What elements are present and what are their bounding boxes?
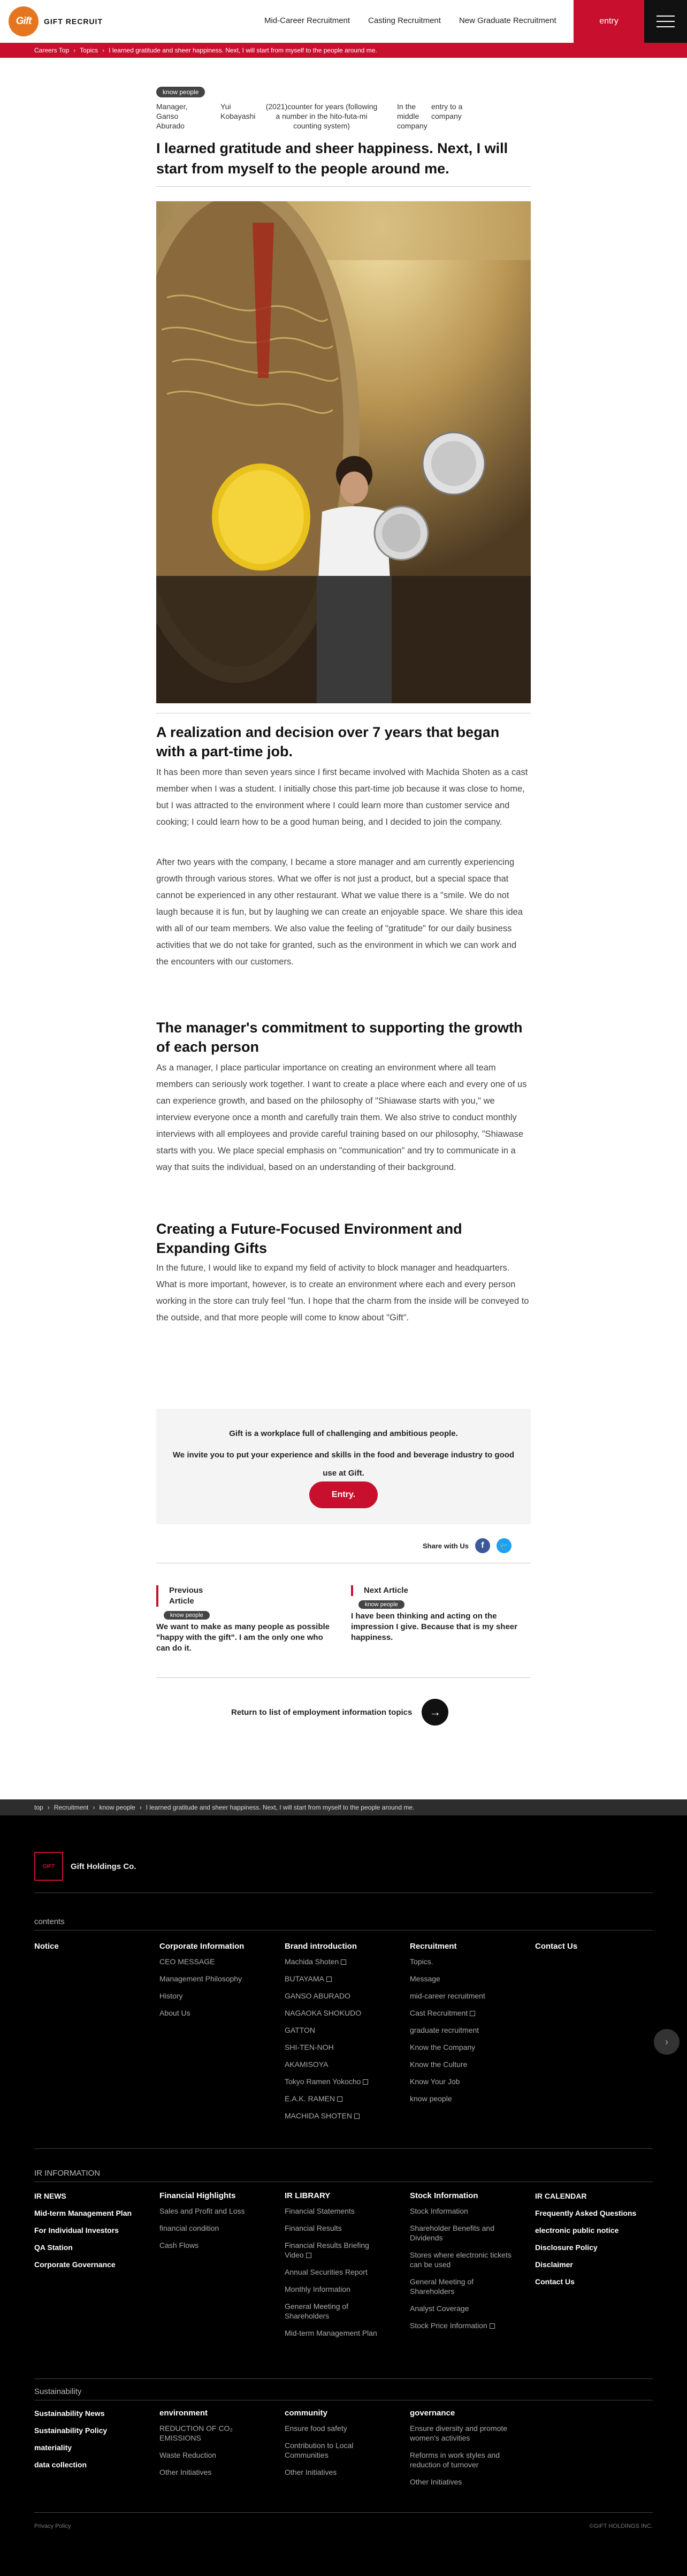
footer-col-notice: [34, 1942, 59, 1957]
footer-link[interactable]: IR CALENDAR: [535, 2192, 587, 2200]
footer-link[interactable]: Analyst Coverage: [410, 2304, 469, 2313]
footer-link[interactable]: Reforms in work styles and reduction of turnover: [410, 2451, 500, 2469]
nav-casting[interactable]: Casting Recruitment: [368, 16, 441, 25]
main-nav: [264, 16, 556, 25]
footer-link[interactable]: Stores where electronic tickets can be used: [410, 2251, 512, 2269]
section-3-paragraph-1: In the future, I would like to expand my field of activity to block manager and headquarters. What is more important, however, is to create an environment where each and every person working in the store can truly feel "fun. I hope that the charm from the inside will be conveyed to the outside, and that more people will come to know about "Gift".: [156, 1263, 529, 1323]
footer-link[interactable]: Disclosure Policy: [535, 2243, 598, 2252]
sustainability-heading: Sustainability: [34, 2387, 82, 2396]
footer-link[interactable]: Contact Us: [535, 2277, 575, 2286]
facebook-icon[interactable]: f: [475, 1538, 490, 1553]
footer-link[interactable]: Financial Statements: [285, 2207, 355, 2215]
previous-article[interactable]: [156, 1585, 333, 1654]
external-link-icon: [363, 2079, 368, 2085]
footer-link[interactable]: Corporate Governance: [34, 2260, 116, 2269]
gift-logo-icon: GIFT: [34, 1852, 63, 1881]
meta-entry: entry to a company: [431, 102, 463, 120]
nav-new-graduate[interactable]: New Graduate Recruitment: [459, 16, 556, 25]
article-title: I learned gratitude and sheer happiness. Next, I will start from myself to the people around me.: [156, 140, 508, 177]
footer-link[interactable]: GATTON: [285, 2026, 316, 2034]
footer-bottom: [34, 2523, 653, 2529]
footer-link[interactable]: History: [159, 1992, 183, 2000]
footer-link[interactable]: QA Station: [34, 2243, 73, 2252]
cta-entry-button[interactable]: Entry.: [309, 1481, 378, 1508]
footer-col-governance: [410, 2408, 528, 2494]
footer-governance-heading[interactable]: governance: [410, 2408, 455, 2418]
back-to-list-link[interactable]: [231, 1699, 448, 1726]
share-bar: [423, 1538, 512, 1553]
next-article-title: I have been thinking and acting on the impression I give. Because that is my sheer happiness.: [351, 1612, 517, 1642]
twitter-icon[interactable]: 🐦: [497, 1538, 512, 1553]
divider: [156, 186, 531, 187]
footer-link[interactable]: electronic public notice: [535, 2226, 619, 2235]
footer-breadcrumb-top[interactable]: top: [34, 1804, 43, 1811]
chevron-right-icon: ›: [139, 1804, 142, 1811]
footer-link[interactable]: Financial Results: [285, 2224, 342, 2232]
footer-link[interactable]: Shareholder Benefits and Dividends: [410, 2224, 494, 2242]
footer-notice-link[interactable]: Notice: [34, 1942, 59, 1951]
footer-link[interactable]: Contribution to Local Communities: [285, 2441, 354, 2459]
ir-heading: IR INFORMATION: [34, 2169, 101, 2178]
footer-ir-library-heading[interactable]: IR LIBRARY: [285, 2191, 331, 2200]
footer-col-environment: [159, 2408, 261, 2484]
article-tag-wrap: [156, 87, 531, 97]
arrow-right-icon: →: [422, 1699, 448, 1726]
footer-community-heading[interactable]: community: [285, 2408, 328, 2418]
footer-contact-link[interactable]: Contact Us: [535, 1942, 578, 1951]
footer-environment-heading[interactable]: environment: [159, 2408, 208, 2418]
footer-link[interactable]: Disclaimer: [535, 2260, 573, 2269]
breadcrumb-topics[interactable]: Topics: [80, 47, 98, 54]
footer-divider: [34, 2512, 653, 2513]
footer-link[interactable]: Machida Shoten: [285, 1957, 397, 1966]
hero-photo-illustration: [156, 201, 531, 703]
footer-logo[interactable]: [34, 1852, 136, 1881]
breadcrumb-current: I learned gratitude and sheer happiness. Next, I will start from myself to the people around me.: [109, 47, 377, 54]
footer-link[interactable]: IR NEWS: [34, 2192, 66, 2200]
footer-link[interactable]: mid-career recruitment: [410, 1992, 485, 2000]
next-article-label: Next Article: [351, 1585, 528, 1596]
footer-link[interactable]: Cash Flows: [159, 2241, 199, 2250]
next-article-tag: know people: [358, 1600, 404, 1609]
footer-link[interactable]: Other Initiatives: [285, 2468, 337, 2476]
footer-col-ir-library: [285, 2191, 386, 2345]
breadcrumb: [0, 43, 687, 58]
footer-link[interactable]: REDUCTION OF CO₂ EMISSIONS: [159, 2424, 233, 2442]
footer-link[interactable]: E.A.K. RAMEN: [285, 2094, 397, 2103]
footer-link[interactable]: materiality: [34, 2443, 72, 2452]
cta-line-2: We invite you to put your experience and skills in the food and beverage industry to good use at Gift.: [172, 1450, 515, 1478]
chevron-right-icon: ›: [47, 1804, 50, 1811]
footer-link[interactable]: About Us: [159, 2009, 190, 2017]
back-to-list-label: Return to list of employment information topics: [231, 1707, 413, 1717]
footer-link[interactable]: Tokyo Ramen Yokocho: [285, 2077, 397, 2086]
footer-link[interactable]: NAGAOKA SHOKUDO: [285, 2009, 362, 2017]
footer-link[interactable]: graduate recruitment: [410, 2026, 479, 2034]
footer-link[interactable]: Other Initiatives: [159, 2468, 212, 2476]
footer-col-brand: [285, 1942, 397, 2128]
section-heading-1: A realization and decision over 7 years that began with a part-time job.: [156, 724, 500, 759]
external-link-icon: [341, 1959, 346, 1965]
article-hero-image: [156, 201, 531, 703]
chevron-right-icon: ›: [102, 47, 105, 54]
article-meta: [156, 102, 531, 131]
footer-link[interactable]: BUTAYAMA: [285, 1974, 397, 1984]
footer-col-sustainability: [34, 2408, 152, 2477]
footer-link[interactable]: Ensure diversity and promote women's activities: [410, 2424, 508, 2442]
logo-mark: Gift: [9, 6, 39, 36]
next-article[interactable]: [351, 1585, 528, 1643]
footer-link[interactable]: Mid-term Management Plan: [34, 2209, 132, 2217]
entry-cta-box: [156, 1409, 531, 1524]
nav-mid-career[interactable]: Mid-Career Recruitment: [264, 16, 350, 25]
footer-col-contact: [535, 1942, 577, 1957]
section-heading-2: The manager's commitment to supporting the growth of each person: [156, 1020, 523, 1055]
entry-button[interactable]: entry: [574, 0, 644, 43]
footer-breadcrumb-recruitment[interactable]: Recruitment: [54, 1804, 89, 1811]
meta-join-type: In the middle company: [397, 102, 428, 130]
footer-link[interactable]: Frequently Asked Questions: [535, 2209, 637, 2217]
footer-link[interactable]: Sustainability News: [34, 2409, 105, 2418]
site-header: [0, 0, 687, 43]
footer-link[interactable]: Financial Results Briefing Video: [285, 2241, 369, 2259]
footer-stock-heading[interactable]: Stock Information: [410, 2191, 478, 2200]
external-link-icon: [337, 2096, 342, 2102]
footer-col-ir-calendar: [535, 2191, 653, 2294]
footer-brand-heading[interactable]: Brand introduction: [285, 1942, 357, 1951]
footer-link[interactable]: MACHIDA SHOTEN: [285, 2111, 397, 2121]
divider: [156, 1677, 531, 1678]
breadcrumb-careers-top[interactable]: Careers Top: [34, 47, 70, 54]
footer-link[interactable]: Sales and Profit and Loss: [159, 2207, 245, 2215]
footer-link[interactable]: Annual Securities Report: [285, 2268, 368, 2276]
footer-link[interactable]: Message: [410, 1974, 440, 1983]
footer-link[interactable]: Stock Price Information: [410, 2321, 512, 2330]
footer-breadcrumb-know-people[interactable]: know people: [99, 1804, 135, 1811]
footer-link[interactable]: Ensure food safety: [285, 2424, 347, 2433]
chevron-right-icon: ›: [73, 47, 76, 54]
contents-heading: contents: [34, 1917, 65, 1926]
meta-year: (2021)counter for years (following a number in the hito-futa-mi counting system): [265, 102, 378, 130]
section-1-paragraph-2: After two years with the company, I became a store manager and am currently experiencing growth through various stores. What we offer is not just a product, but a special space that cannot be experienced in any other restaurant. What we value there is a "smile. We do not laugh because it is fun, but by laughing we can create an enjoyable space. We share this idea with all of our team members. We also value the feeling of "gratitude" for our daily business activities that we do not take for granted, such as the environment in which we can work and the encounters with our customers.: [156, 857, 523, 967]
footer-link[interactable]: know people: [410, 2094, 452, 2103]
footer-link[interactable]: GANSO ABURADO: [285, 1992, 350, 2000]
external-link-icon: [326, 1977, 332, 1982]
external-link-icon: [470, 2011, 475, 2016]
article-tag[interactable]: know people: [156, 87, 205, 97]
chevron-right-icon: ›: [93, 1804, 95, 1811]
footer-link[interactable]: Sustainability Policy: [34, 2426, 108, 2435]
footer-breadcrumb-current: I learned gratitude and sheer happiness. Next, I will start from myself to the people around me.: [146, 1804, 415, 1811]
copyright: ©GIFT HOLDINGS INC.: [589, 2523, 653, 2529]
footer-link[interactable]: financial condition: [159, 2224, 219, 2232]
privacy-policy-link[interactable]: Privacy Policy: [34, 2523, 71, 2529]
footer-link[interactable]: AKAMISOYA: [285, 2060, 329, 2069]
footer-col-corporate: [159, 1942, 272, 2025]
footer-divider: [34, 1930, 653, 1931]
footer-col-financial: [159, 2191, 272, 2258]
footer-col-recruitment: [410, 1942, 522, 2111]
footer-col-stock: [410, 2191, 512, 2338]
footer-col-ir: [34, 2191, 152, 2277]
footer-link[interactable]: Cast Recruitment: [410, 2008, 522, 2018]
site-logo[interactable]: [9, 6, 103, 36]
meta-position: Manager, Ganso Aburado: [156, 102, 188, 130]
footer-link[interactable]: Stock Information: [410, 2207, 468, 2215]
external-link-icon: [354, 2114, 360, 2119]
footer-link[interactable]: Other Initiatives: [410, 2478, 462, 2486]
footer-link[interactable]: CEO MESSAGE: [159, 1957, 215, 1966]
external-link-icon: [306, 2253, 311, 2258]
section-heading-3: Creating a Future-Focused Environment and Expanding Gifts: [156, 1221, 462, 1256]
footer-link[interactable]: For Individual Investors: [34, 2226, 119, 2235]
footer-divider: [34, 2148, 653, 2149]
footer-link[interactable]: Mid-term Management Plan: [285, 2329, 377, 2337]
footer-link[interactable]: Know the Culture: [410, 2060, 468, 2069]
footer-col-community: [285, 2408, 386, 2484]
footer-link[interactable]: Topics.: [410, 1957, 433, 1966]
footer-recruitment-heading[interactable]: Recruitment: [410, 1942, 457, 1951]
share-label: Share with Us: [423, 1541, 469, 1550]
cta-line-1: Gift is a workplace full of challenging and ambitious people.: [229, 1429, 458, 1438]
site-footer: [0, 1799, 687, 2576]
footer-logo-text: Gift Holdings Co.: [71, 1861, 136, 1871]
previous-article-title: We want to make as many people as possible "happy with the gift". I am the only one who can do it.: [156, 1622, 330, 1653]
footer-link[interactable]: Management Philosophy: [159, 1974, 242, 1983]
footer-financial-heading[interactable]: Financial Highlights: [159, 2191, 236, 2200]
section-2-paragraph-1: As a manager, I place particular importance on creating an environment where all team members can seriously work together. I want to create a place where each and every one of us can experience growth, and based on the philosophy of "Shiawase starts with you," we interview everyone once a month and carefully train them. We also strive to conduct monthly interviews with all employees and provide careful training based on our philosophy, "Shiawase starts with you. We place special emphasis on "communication" and try to communicate in a way that suits the individual, based on an understanding of their background.: [156, 1063, 527, 1172]
previous-article-label: Previous Article: [156, 1585, 220, 1607]
section-1-paragraph-1: It has been more than seven years since I first became involved with Machida Shoten as a cast member when I was a student. I initially chose this part-time job because it was close to home, but I was attracted to the environment where I could learn more than customer service and cooking; I could learn how to be a good human being, and I decided to join the company.: [156, 768, 528, 827]
meta-name: Yui Kobayashi: [220, 102, 256, 120]
footer-link[interactable]: General Meeting of Shareholders: [285, 2302, 349, 2320]
footer-link[interactable]: Know the Company: [410, 2043, 476, 2051]
footer-link[interactable]: SHI-TEN-NOH: [285, 2043, 334, 2051]
footer-corporate-heading[interactable]: Corporate Information: [159, 1942, 245, 1951]
previous-article-tag: know people: [164, 1611, 210, 1620]
scroll-to-top-icon[interactable]: ›: [654, 2029, 680, 2055]
footer-link[interactable]: Know Your Job: [410, 2077, 460, 2086]
footer-link[interactable]: General Meeting of Shareholders: [410, 2277, 474, 2296]
external-link-icon: [490, 2323, 495, 2329]
hamburger-menu-icon[interactable]: [644, 0, 687, 43]
logo-text: GIFT RECRUIT: [44, 17, 103, 26]
footer-link[interactable]: Waste Reduction: [159, 2451, 217, 2459]
footer-breadcrumb: [0, 1799, 687, 1815]
footer-link[interactable]: data collection: [34, 2460, 87, 2469]
footer-link[interactable]: Monthly Information: [285, 2285, 350, 2293]
